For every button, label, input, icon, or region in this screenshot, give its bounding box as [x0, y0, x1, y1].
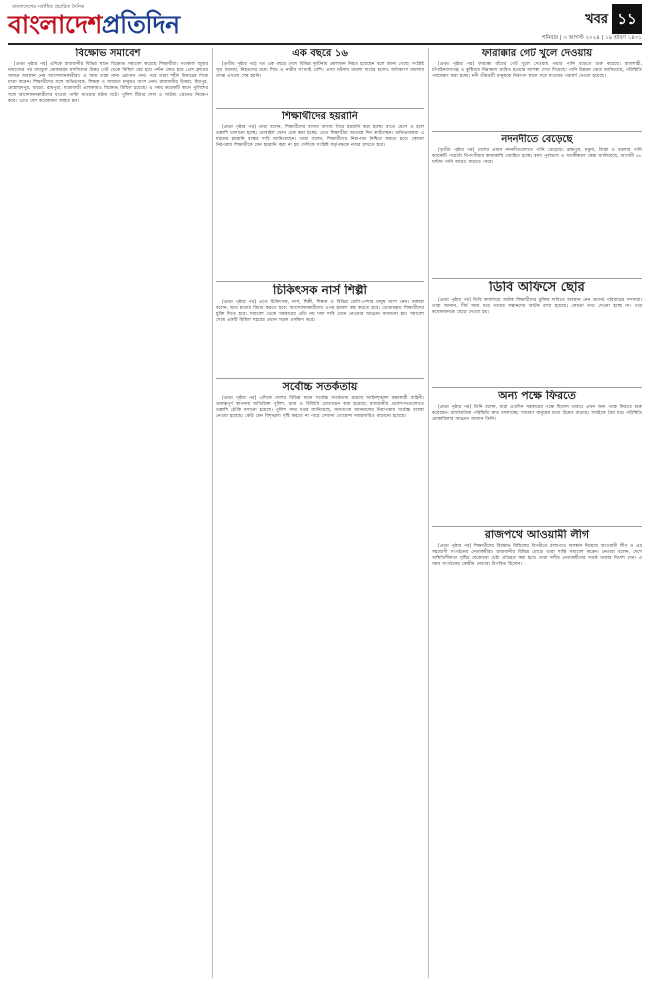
article-divider [432, 387, 642, 388]
logo-wordmark [8, 10, 180, 40]
article-headline: সর্বোচ্চ সতর্কতায় [282, 381, 358, 393]
article-headline: রাজপথে আওয়ামী লীগ [484, 529, 590, 541]
article-divider [216, 281, 424, 282]
article [432, 48, 642, 128]
article-divider [432, 131, 642, 132]
article-body [432, 62, 642, 81]
article-text: [তৃতীয় পৃষ্ঠার পর] গত এক বছরে দেশে বিভিন্ন দুর্ঘটনায় ষোলজন নিহত হয়েছেন বলে জানা গেছে। সংশ্লিষ্ট সূত্র জানায়, নিহতদের মধ্যে শিশু ও নারীর সংখ্যাই বেশি। এসব ঘটনায় মামলা দায়ের হলেও অধিকাংশ মামলার তদন্ত এখনো শেষ হয়নি। [216, 61, 424, 79]
article-body [216, 62, 424, 81]
article-divider [432, 526, 642, 527]
article-body [216, 396, 424, 421]
logo-tagline: বাংলাদেশের সর্বাধিক প্রচারিত দৈনিক [12, 4, 85, 10]
article [216, 381, 424, 978]
article-text: [প্রথম পৃষ্ঠার পর] ডিবি কার্যালয়ে আটক শিক্ষার্থীদের মুক্তির দাবিতে অবস্থান নেন তাদের পরিবারের সদস্যরা। তারা জানান, দীর্ঘ সময় ধরে তাদের সন্তানদের আটক রাখা হয়েছে। কোনো তথ্য দেওয়া হচ্ছে না। পরে কয়েকজনকে ছেড়ে দেওয়া হয়। [432, 297, 642, 316]
column-divider [212, 48, 213, 978]
logo-part-2: প্রতিদিন [101, 10, 180, 39]
article-body [8, 62, 208, 105]
article [216, 48, 424, 106]
article-text: [তৃতীয় পৃষ্ঠার পর] দেশের প্রধান নদনদীগুলোতে পানি বেড়েছে। ব্রহ্মপুত্র, যমুনা, তিস্তা ও ধরলার পানি কয়েকটি পয়েন্টে বিপৎসীমার কাছাকাছি প্রবাহিত হচ্ছে। বন্যা পূর্বাভাস ও সতর্কীকরণ কেন্দ্র জানিয়েছে, আগামী ৪৮ ঘণ্টায় পানি আরও বাড়তে পারে। [432, 147, 642, 165]
article [432, 529, 642, 978]
column-3 [432, 48, 642, 978]
article-headline: বিক্ষোভ সমাবেশ [75, 48, 141, 59]
column-1 [8, 48, 208, 978]
logo-part-1: বাংলাদেশ [8, 10, 102, 39]
article-body [216, 300, 424, 325]
article-body [432, 405, 642, 424]
article-text: [প্রথম পৃষ্ঠার পর] এদিকে রাজধানীর বিভিন্ন স্থানে বিক্ষোভ সমাবেশ করেছে শিক্ষার্থীরা। গতকাল জুমার নামাজের পর বায়তুল মোকাররম মসজিদের উত্তর গেট থেকে মিছিল বের হয়ে পল্টন মোড় হয়ে প্রেস ক্লাবের সামনে অবস্থান নেয় আন্দোলনকারীরা। এ সময় তারা নানা স্লোগান দেন। পরে তারা শহীদ মিনারের দিকে যাত্রা করেন। শিক্ষার্থীদের সঙ্গে অভিভাবক, শিক্ষক ও সাধারণ মানুষও অংশ নেন। রাজধানীর উত্তরা, মিরপুর, মোহাম্মদপুর, বাড্ডা, রামপুরা, যাত্রাবাড়ী এলাকায়ও বিক্ষোভ মিছিল হয়েছে। এ সময় কয়েকটি স্থানে পুলিশের সঙ্গে আন্দোলনকারীদের ধাওয়া পাল্টা ধাওয়ার ঘটনা ঘটে। পুলিশ টিয়ার শেল ও সাউন্ড গ্রেনেড নিক্ষেপ করে। এতে বেশ কয়েকজন আহত হন। [8, 61, 208, 104]
column-2 [216, 48, 424, 978]
article-headline: অন্য পক্ষে ফিরতে [498, 390, 576, 402]
article [8, 48, 208, 978]
article-body [432, 148, 642, 167]
article-headline: ফারাক্কার গেট খুলে দেওয়ায় [481, 48, 593, 59]
article-divider [216, 108, 424, 109]
article-body [432, 298, 642, 317]
article-text: [প্রথম পৃষ্ঠার পর] শিক্ষার্থীদের বিক্ষোভ মিছিলের বিপরীতে রাজপথে অবস্থান নিয়েছে আওয়ামী লীগ ও এর সহযোগী সংগঠনের নেতাকর্মীরা। রাজধানীর বিভিন্ন মোড়ে তারা শান্তি সমাবেশ করেন। নেতারা বলেন, দেশে অস্থিতিশীলতা সৃষ্টির যেকোনো চেষ্টা প্রতিহত করা হবে। তারা দলীয় নেতাকর্মীদের সতর্ক থাকার নির্দেশ দেন। এ সময় সংগঠনের কেন্দ্রীয় নেতারা উপস্থিত ছিলেন। [432, 543, 642, 568]
article [216, 111, 424, 279]
dateline: শনিবার | ৩ আগস্ট ২০২৪ | ১৯ শ্রাবণ ১৪৩১ [542, 35, 642, 41]
article [432, 281, 642, 385]
article-body [432, 544, 642, 569]
article-text: [প্রথম পৃষ্ঠার পর] এতে চিকিৎসক, নার্স, শিল্পী, শিক্ষক ও বিভিন্ন শ্রেণি-পেশার মানুষ অংশ নেন। বক্তারা বলেন, ছাত্র হত্যার বিচার করতে হবে। আন্দোলনকারীদের ওপর হামলা বন্ধ করতে হবে। গ্রেপ্তারকৃত শিক্ষার্থীদের মুক্তি দিতে হবে। সমাবেশ থেকে সরকারের প্রতি নয় দফা দাবি মেনে নেওয়ার আহ্বান জানানো হয়। সমাবেশ শেষে একটি মিছিল শহরের প্রধান সড়ক প্রদক্ষিণ করে। [216, 299, 424, 324]
masthead [8, 4, 642, 42]
article-headline: নদনদীতে বেড়েছে [501, 134, 573, 145]
article-text: [প্রথম পৃষ্ঠার পর] এদিকে দেশের বিভিন্ন স্থানে সর্বোচ্চ সতর্কতায় রয়েছে আইনশৃঙ্খলা রক্ষাকারী বাহিনী। গুরুত্বপূর্ণ স্থাপনায় অতিরিক্ত পুলিশ, র‌্যাব ও বিজিবি মোতায়েন করা হয়েছে। রাজধানীর প্রবেশপথগুলোতে তল্লাশি চৌকি বসানো হয়েছে। পুলিশ সদর দপ্তর জানিয়েছে, জনগণের জানমালের নিরাপত্তায় সর্বোচ্চ ব্যবস্থা নেওয়া হয়েছে। কেউ যেন বিশৃঙ্খলা সৃষ্টি করতে না পারে সেজন্য গোয়েন্দা নজরদারিও বাড়ানো হয়েছে। [216, 395, 424, 420]
article [216, 284, 424, 376]
article-text: [প্রথম পৃষ্ঠার পর] তিনি বলেন, যারা এতদিন সরকারের পক্ষে ছিলেন তারাও এখন অন্য পক্ষে ফিরতে শুরু করেছেন। রাজনৈতিক পরিস্থিতি দ্রুত বদলাচ্ছে। সাধারণ মানুষের মধ্যে উদ্বেগ বাড়ছে। সবাইকে ধৈর্য ধরে পরিস্থিতি মোকাবিলার আহ্বান জানান তিনি। [432, 404, 642, 423]
column-divider [428, 48, 429, 978]
article [432, 134, 642, 276]
article [432, 390, 642, 524]
masthead-rule [8, 43, 642, 45]
section-label: খবর [585, 12, 608, 27]
page-number: ১১ [612, 4, 642, 34]
article-headline: এক বছরে ১৬ [292, 48, 348, 59]
article-text: [প্রথম পৃষ্ঠার পর] তারা বলেন, শিক্ষার্থীদের বাসায় বাসায় গিয়ে হয়রানি করা হচ্ছে। রাতে মেসে ও হলে তল্লাশি চালানো হচ্ছে। মোবাইল ফোন চেক করা হচ্ছে। এতে শিক্ষার্থীরা আতঙ্কে দিন কাটাচ্ছেন। অভিভাবকরা এ ধরনের হয়রানি বন্ধের দাবি জানিয়েছেন। তারা বলেন, শিক্ষার্থীদের নিরাপত্তা নিশ্চিত করতে হবে। কোনো নিরপরাধ শিক্ষার্থীকে যেন হয়রানি করা না হয় সেদিকে সংশ্লিষ্ট কর্তৃপক্ষকে নজর রাখতে হবে। [216, 124, 424, 149]
article-headline: ডিবি অফিসে ছোর [489, 281, 585, 295]
article-divider [432, 278, 642, 279]
article-divider [216, 378, 424, 379]
article-headline: চিকিৎসক নার্স শিল্পী [273, 284, 367, 297]
article-text: [প্রথম পৃষ্ঠার পর] ফারাক্কা বাঁধের গেট খুলে দেওয়ায় পদ্মার পানি বাড়তে শুরু করেছে। রাজশাহী, চাঁপাইনবাবগঞ্জ ও কুষ্টিয়ার নিম্নাঞ্চল প্লাবিত হওয়ার আশঙ্কা দেখা দিয়েছে। পানি উন্নয়ন বোর্ড জানিয়েছে, পরিস্থিতি পর্যবেক্ষণ করা হচ্ছে। নদী তীরবর্তী মানুষকে নিরাপদ স্থানে সরে যাওয়ার পরামর্শ দেওয়া হয়েছে। [432, 61, 642, 79]
article-body [216, 125, 424, 150]
article-headline: শিক্ষার্থীদের হয়রানি [282, 111, 358, 122]
newspaper-logo [8, 4, 258, 42]
